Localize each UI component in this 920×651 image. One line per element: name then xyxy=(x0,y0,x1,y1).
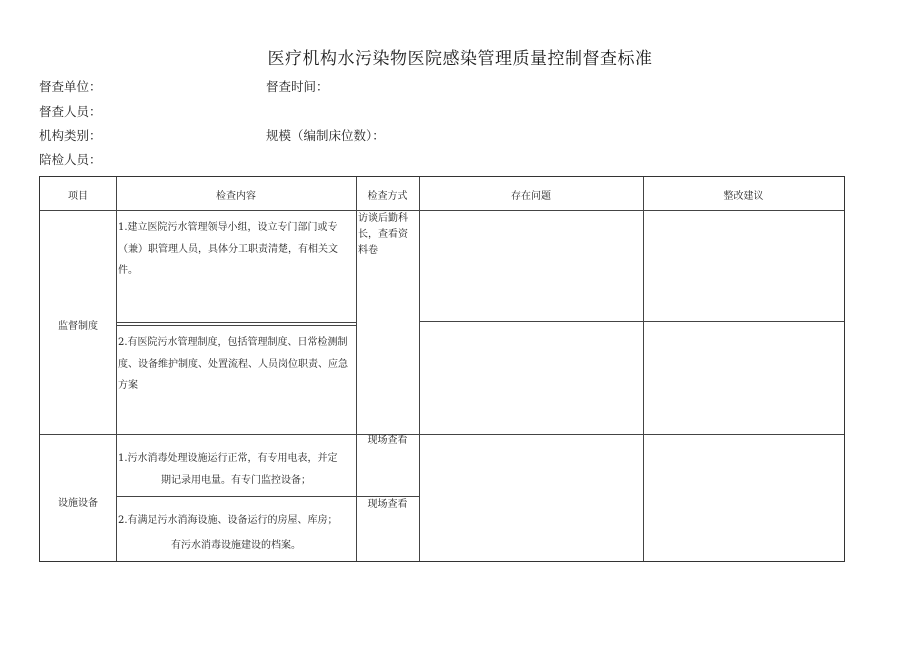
institution-category-label: 机构类别： xyxy=(39,128,102,143)
page-title: 医疗机构水污染物医院感染管理质量控制督查标准 xyxy=(267,49,653,69)
header-problems: 存在问题 xyxy=(511,191,551,202)
inspection-time-label: 督查时间： xyxy=(266,79,329,94)
header-project: 项目 xyxy=(68,191,88,202)
col-divider-3 xyxy=(419,177,420,561)
method-facility-1: 现场查看 xyxy=(367,435,408,446)
content-facility-1-line1: 1.污水消毒处理设施运行正常，有专用电表，并定 xyxy=(118,453,338,464)
inspection-table xyxy=(39,176,845,562)
content-facility-2-line2: 有污水消毒设施建设的档案。 xyxy=(171,540,301,551)
header-content: 检查内容 xyxy=(216,191,256,202)
inspection-unit-label: 督查单位： xyxy=(39,79,102,94)
content-supervision-2: 2.有医院污水管理制度，包括管理制度、日常检测制度、设备维护制度、处置流程、人员岗位职责、应急方案 xyxy=(118,337,348,391)
content-facility-2-line1: 2.有满足污水消海设施、设备运行的房屋、库房； xyxy=(118,515,338,526)
content-supervision-1: 1.建立医院污水管理领导小组，设立专门部门或专（兼）职管理人员，具体分工职责清楚，有相关文件。 xyxy=(118,222,338,276)
escort-staff-label: 陪检人员： xyxy=(39,152,102,167)
content-facility-1-line2: 期记录用电量。有专门监控设备； xyxy=(161,475,311,486)
scale-beds-label: 规模（编制床位数）： xyxy=(266,128,385,143)
problem-row-divider xyxy=(419,321,844,322)
col-divider-4 xyxy=(643,177,644,561)
header-suggestions: 整改建议 xyxy=(723,191,764,202)
inspection-staff-label: 督查人员： xyxy=(39,104,102,119)
section-project-facility: 设施设备 xyxy=(58,498,98,509)
section-project-supervision: 监督制度 xyxy=(58,321,98,332)
header-method: 检查方式 xyxy=(367,191,408,202)
method-supervision-1: 访谈后勤科长，查看资料卷 xyxy=(358,213,408,256)
method-facility-2: 现场查看 xyxy=(367,499,408,510)
